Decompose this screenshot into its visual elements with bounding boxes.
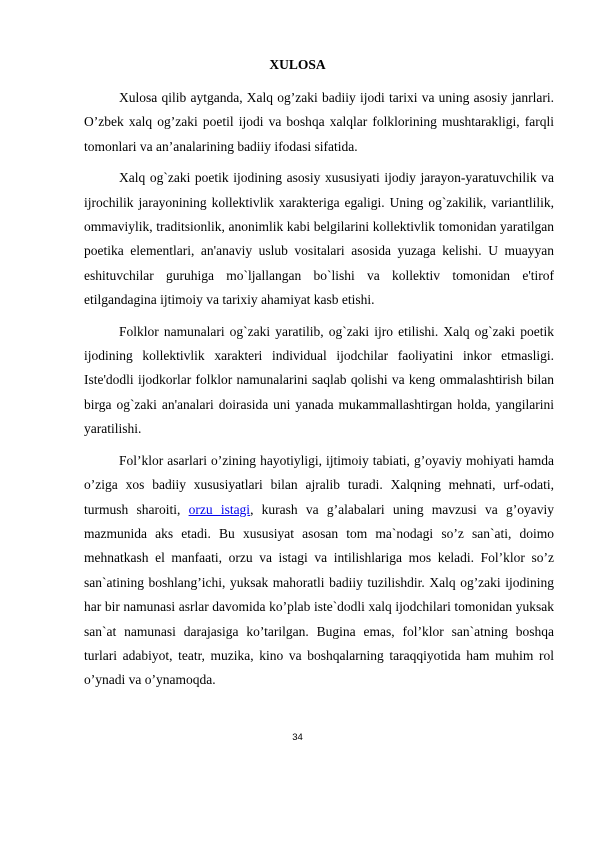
paragraph-4-text-end: , kurash va g’alabalari uning mavzusi va g’oyaviy mazmunida aks etadi. Bu xususiyat asosan tom ma`nodagi so’z san`ati, doimo mehnatkash el manfaati, orzu va istagi va intilishlariga mos keladi. Fol’klor so’z san`atining boshlang’ichi, yuksak mahoratli badiiy tuzilishdir. Xalq og’zaki ijodining har bir namunasi asrlar davomida ko’plab iste`dodli xalq ijodchilari tomonidan yuksak san`at namunasi darajasiga ko’tarilgan. Bugina emas, fol’klor san`atning boshqa turlari adabiyot, teatr, muzika, kino va boshqalarning taraqqiyotida ham muhim rol o’ynadi va o’ynamoqda. xyxy=(84,501,554,688)
paragraph-2: Xalq og`zaki poetik ijodining asosiy xususiyati ijodiy jarayon-yaratuvchilik va ijrochilik jarayonining kollektivlik xarakteriga egaligi. Uning og`zakilik, variantlilik, ommaviylik, traditsionlik, anonimlik kabi belgilarini kollektivlik tomonidan yaratilgan poetika elementlari, an'anaviy uslub vositalari asosida yuzaga kelishi. U muayyan eshituvchilar guruhiga mo`ljallangan bo`lishi va kollektiv tomonidan e'tirof etilgandagina ijtimoiy va tarixiy ahamiyat kasb etishi. xyxy=(84,170,554,308)
paragraph-4 xyxy=(84,449,554,693)
paragraph-3: Folklor namunalari og`zaki yaratilib, og`zaki ijro etilishi. Xalq og`zaki poetik ijodining kollektivlik xarakteri individual ijodchilar faoliyatini inkor etmasligi. Iste'dodli ijodkorlar folklor namunalarini saqlab qolishi va keng ommalashtirish bilan birga og`zaki an'analari doirasida uni yanada mukammallashtirgan holda, yangilarini yaratilishi. xyxy=(84,323,554,437)
page-number: 34 xyxy=(292,732,303,743)
orzu-istagi-link[interactable]: orzu istagi xyxy=(188,501,251,517)
paragraph-1: Xulosa qilib aytganda, Xalq og’zaki badiiy ijodi tarixi va uning asosiy janrlari. O’zbek xalq og’zaki poetil ijodi va boshqa xalqlar folklorining mushtarakligi, farqli tomonlari va an’analarining badiiy ifodasi sifatida. xyxy=(84,90,554,154)
page-title: XULOSA xyxy=(269,57,326,72)
paragraph-4-text-start: Fol’klor asarlari o’zining hayotiyligi, ijtimoiy tabiati, g’oyaviy mohiyati hamda o’ziga xos badiiy xususiyatlari bilan ajralib turadi. Xalqning mehnati, urf-odati, turmush sharoiti, xyxy=(84,452,554,517)
document-body xyxy=(84,86,554,700)
